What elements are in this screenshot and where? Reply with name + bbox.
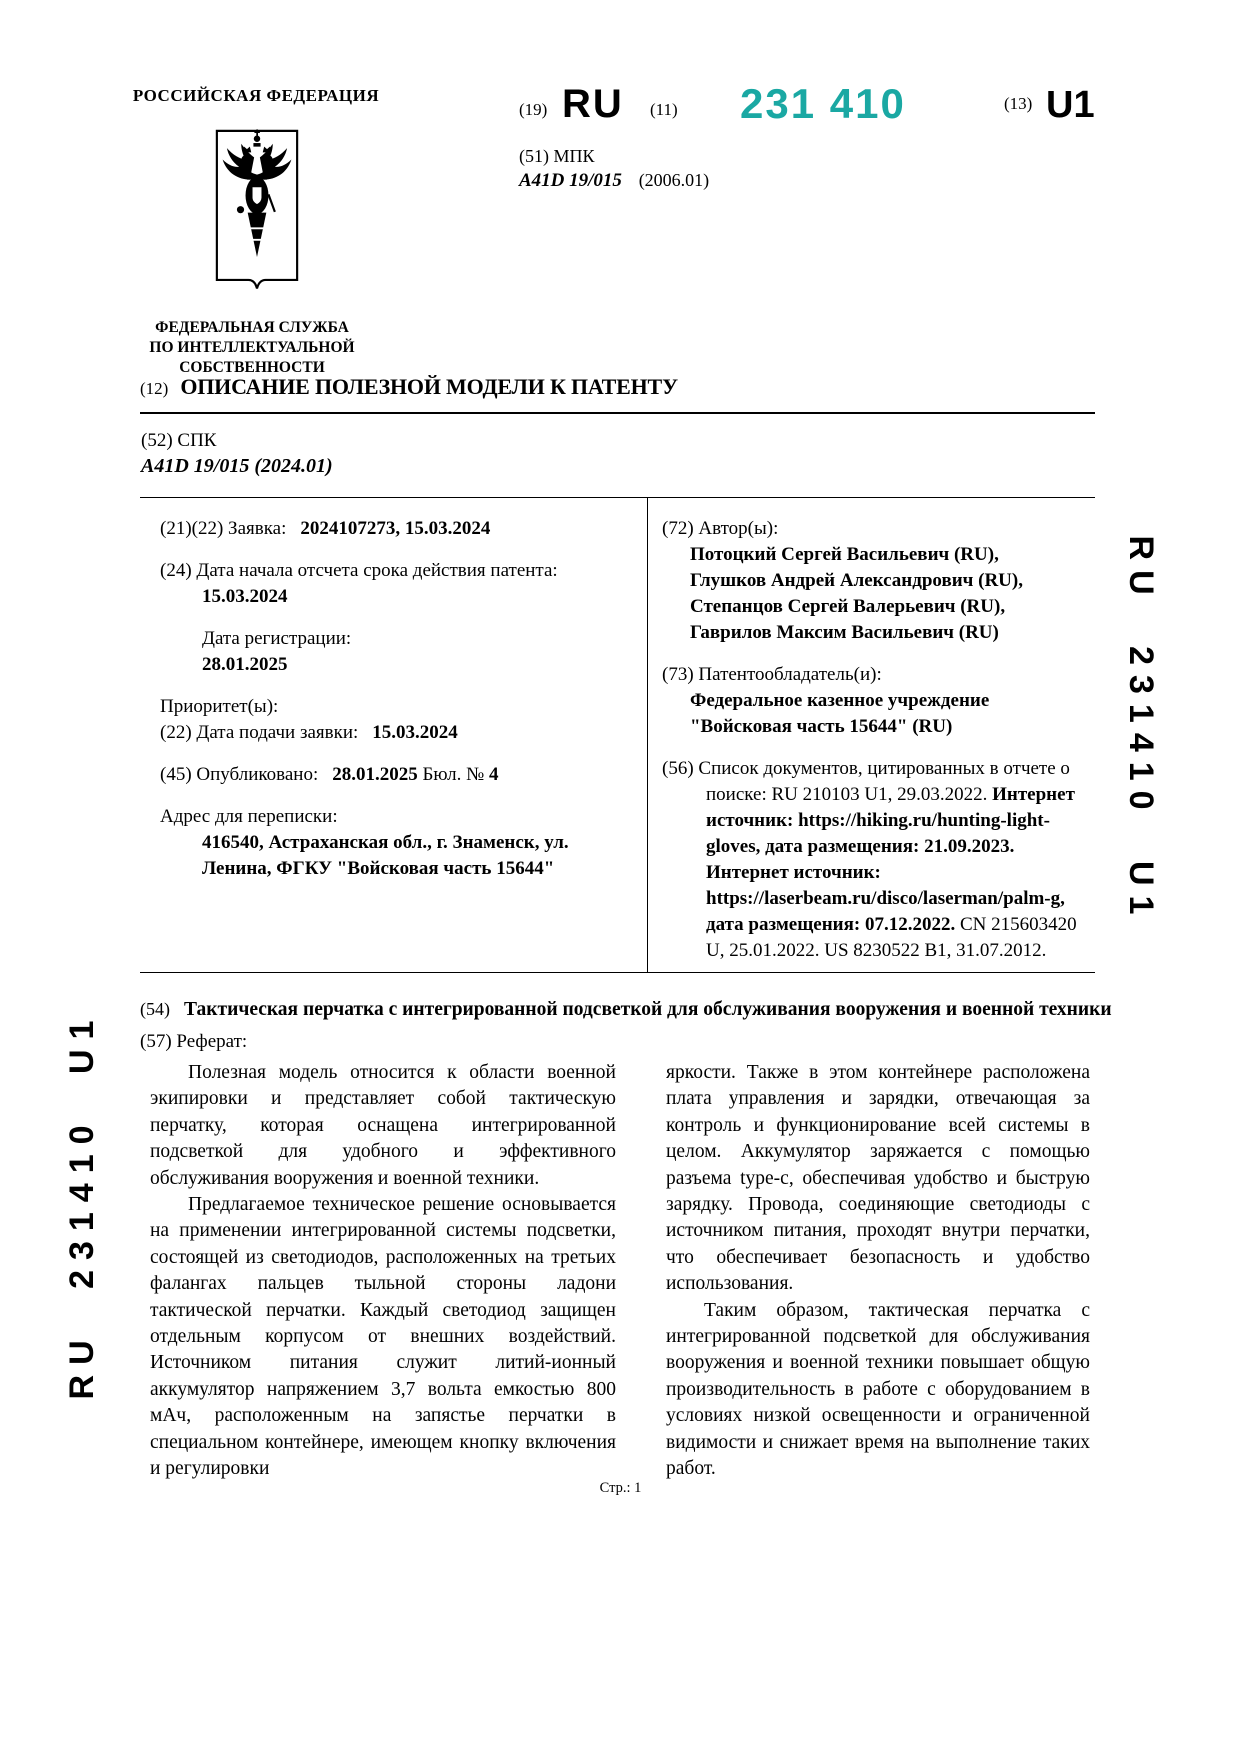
filing-date-row	[160, 720, 619, 746]
filing-date-value: 15.03.2024	[372, 722, 458, 743]
registration-row	[160, 626, 619, 678]
term-start-row	[160, 558, 619, 610]
registration-value: 28.01.2025	[202, 654, 288, 675]
term-start-value: 15.03.2024	[202, 586, 288, 607]
bibliographic-right-column	[648, 498, 1095, 972]
horizontal-rule	[140, 412, 1095, 414]
country-code: RU	[562, 82, 624, 126]
published-date: 28.01.2025	[332, 764, 418, 785]
cited-documents-part2: Интернет источник: https://hiking.ru/hunting-light-gloves, дата размещения: 21.09.2023. Интернет источник: https://laserbeam.ru/disco/laserman/palm-g, дата размещения: 07.12.2022.	[706, 784, 1075, 935]
filing-date-label: (22) Дата подачи заявки:	[160, 722, 359, 743]
ipc-class-code: A41D 19/015	[519, 170, 622, 191]
double-headed-eagle	[223, 129, 292, 257]
correspondence-address-value: 416540, Астраханская обл., г. Знаменск, ул. Ленина, ФГКУ "Войсковая часть 15644"	[202, 832, 569, 879]
published-label: (45) Опубликовано:	[160, 764, 319, 785]
country-name: РОССИЙСКАЯ ФЕДЕРАЦИЯ	[132, 86, 380, 105]
document-type-title: ОПИСАНИЕ ПОЛЕЗНОЙ МОДЕЛИ К ПАТЕНТУ	[180, 374, 678, 399]
page-number: Стр.: 1	[599, 1480, 642, 1496]
invention-title: Тактическая перчатка с интегрированной подсветкой для обслуживания вооружения и военной техники	[184, 999, 1112, 1020]
author-name: Гаврилов Максим Васильевич (RU)	[690, 622, 999, 643]
cited-documents	[662, 756, 1091, 964]
authors-label: (72) Автор(ы):	[662, 518, 779, 539]
abstract-paragraph: Полезная модель относится к области военной экипировки и представляет собой тактическую перчатку, которая оснащена интегрированной подсветкой для удобного и эффективного обслуживания вооружения и военной техники.	[150, 1062, 616, 1189]
invention-title-row	[140, 999, 1140, 1021]
patent-holder-name: Федеральное казенное учреждение "Войсковая часть 15644" (RU)	[690, 690, 990, 737]
kind-code: U1	[1046, 84, 1095, 126]
author-name: Глушков Андрей Александрович (RU),	[690, 570, 1023, 591]
code-13-label: (13)	[1004, 94, 1033, 113]
code-19-label: (19)	[519, 100, 548, 119]
agency-line-1: ФЕДЕРАЛЬНАЯ СЛУЖБА	[155, 319, 349, 336]
application-row	[160, 516, 619, 542]
cited-documents-label: (56) Список документов, цитированных в отчете о поиске:	[662, 758, 1070, 805]
sidebar-document-code-right: RU 231410 U1	[1122, 535, 1160, 925]
patent-holder-label: (73) Патентообладатель(и):	[662, 664, 882, 685]
coat-of-arms-russia	[214, 128, 300, 305]
published-row	[160, 762, 619, 788]
registration-label: Дата регистрации:	[202, 628, 352, 649]
bulletin-label: Бюл. №	[422, 764, 485, 785]
publication-number: 231 410	[740, 80, 906, 127]
bibliographic-table	[140, 497, 1095, 973]
abstract-paragraph: Таким образом, тактическая перчатка с интегрированной подсветкой для обслуживания вооружения и военной техники повышает общую производительность в работе с оборудованием в условиях низкой освещенности и ограниченной видимости и снижает время на выполнение таких работ.	[666, 1299, 1090, 1480]
cited-documents-part3: CN 215603420 U, 25.01.2022. US 8230522 B1, 31.07.2012.	[706, 914, 1077, 961]
code-54-label: (54)	[140, 999, 170, 1019]
patent-holder-row	[662, 662, 1091, 740]
coat-of-arms-svg	[214, 128, 300, 300]
abstract-column-1	[150, 1060, 616, 1483]
ipc-label: (51) МПК	[519, 146, 595, 166]
bulletin-number: 4	[489, 764, 499, 785]
application-label: (21)(22) Заявка:	[160, 518, 287, 539]
abstract-paragraph: яркости. Также в этом контейнере расположена плата управления и зарядки, отвечающая за контроль и функционирование всей системы в целом. Аккумулятор заряжается с помощью разъема type-c, обеспечивая удобство и быструю зарядку. Провода, соединяющие светодиоды с источником питания, проходят внутри перчатки, что обеспечивает безопасность и удобство использования.	[666, 1062, 1090, 1295]
agency-line-2: ПО ИНТЕЛЛЕКТУАЛЬНОЙ СОБСТВЕННОСТИ	[149, 339, 355, 376]
sidebar-document-code-left: RU 231410 U1	[63, 1010, 101, 1400]
abstract-column-2	[666, 1060, 1090, 1483]
application-value: 2024107273, 15.03.2024	[300, 518, 491, 539]
cpc-value: A41D 19/015 (2024.01)	[141, 455, 333, 477]
author-name: Потоцкий Сергей Васильевич (RU),	[690, 544, 999, 565]
code-12-label: (12)	[140, 379, 169, 398]
priority-label: Приоритет(ы):	[160, 696, 279, 717]
code-11-label: (11)	[650, 100, 678, 119]
ipc-version: (2006.01)	[638, 170, 710, 190]
authors-row	[662, 516, 1091, 646]
agency-name	[100, 318, 404, 378]
correspondence-address-row	[160, 804, 619, 882]
correspondence-address-label: Адрес для переписки:	[160, 806, 338, 827]
cpc-label: (52) СПК	[141, 430, 217, 451]
ipc-classification	[519, 170, 709, 192]
term-start-label: (24) Дата начала отсчета срока действия патента:	[160, 560, 558, 581]
author-name: Степанцов Сергей Валерьевич (RU),	[690, 596, 1006, 617]
bibliographic-left-column	[140, 498, 648, 972]
abstract-paragraph: Предлагаемое техническое решение основывается на применении интегрированной системы подсветки, состоящей из светодиодов, расположенных на третьих фалангах пальцев тыльной стороны ладони тактической перчатки. Каждый светодиод защищен отдельным корпусом от внешних воздействий. Источником питания служит литий-ионный аккумулятор напряжением 3,7 вольта емкостью 800 мАч, расположенным на запястье перчатки в специальном контейнере, имеющем кнопку включения и регулировки	[150, 1194, 616, 1480]
document-type	[140, 374, 1140, 400]
abstract-label: (57) Реферат:	[140, 1031, 248, 1052]
cited-documents-part1: RU 210103 U1, 29.03.2022.	[771, 784, 988, 805]
